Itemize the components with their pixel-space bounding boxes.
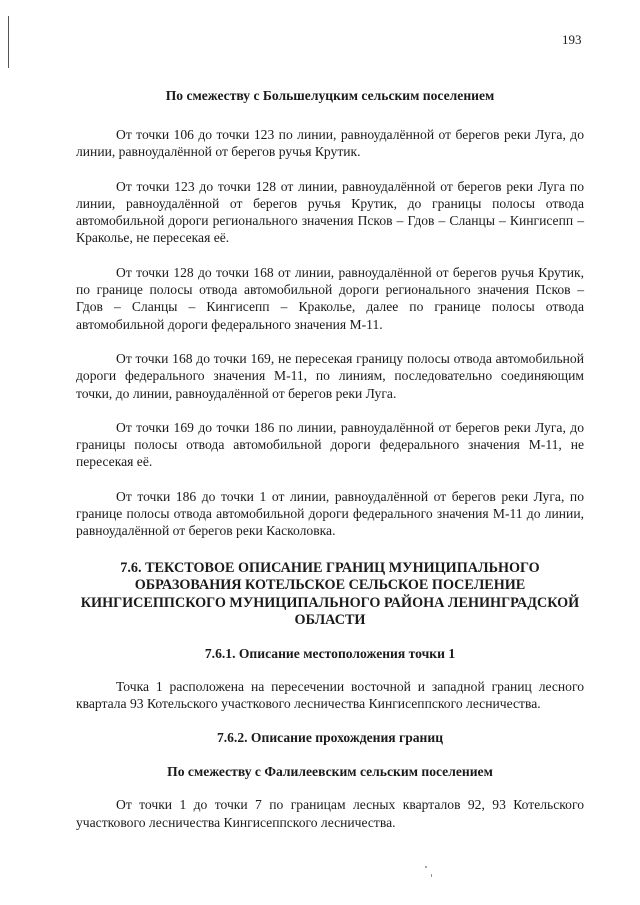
section-title: 7.6. ТЕКСТОВОЕ ОПИСАНИЕ ГРАНИЦ МУНИЦИПАЛЬНОГО ОБРАЗОВАНИЯ КОТЕЛЬСКОЕ СЕЛЬСКОЕ ПОСЕЛЕНИЕ КИНГИСЕППСКОГО МУНИЦИПАЛЬНОГО РАЙОНА ЛЕНИНГРАДСКОЙ ОБЛАСТИ [80, 559, 580, 629]
adjacency-heading-bolsheluck: По смежеству с Большелуцким сельским поселением [165, 88, 495, 103]
page-content [76, 88, 584, 831]
paragraph: От точки 128 до точки 168 от линии, равноудалённой от берегов ручья Крутик, по границе полосы отвода автомобильной дороги регионального значения Псков – Гдов – Сланцы – Кингисепп – Краколье, далее по границе полосы отвода автомобильной дороги федерального значения М-11. [76, 264, 584, 332]
subsection-title-2: 7.6.2. Описание прохождения границ [216, 730, 444, 746]
paragraph: От точки 186 до точки 1 от линии, равноудалённой от берегов реки Луга, по границе полосы отвода автомобильной дороги федерального значения М-11 до линии, равноудалённой от берегов реки Касколовка. [76, 488, 584, 539]
paragraph: От точки 168 до точки 169, не пересекая границу полосы отвода автомобильной дороги федерального значения М-11, по линиям, последовательно соединяющим точки, до линии, равноудалённой от берегов реки Луга. [76, 350, 584, 401]
scan-margin-line [8, 16, 9, 68]
subsection-1-text: Точка 1 расположена на пересечении восточной и западной границ лесного квартала 93 Котельского участкового лесничества Кингисеппского лесничества. [76, 678, 584, 711]
paragraph: От точки 169 до точки 186 по линии, равноудалённой от берегов реки Луга, до границы полосы отвода автомобильной дороги федерального значения М-11, не пересекая её. [76, 419, 584, 470]
scan-speck [425, 866, 427, 868]
paragraph: От точки 106 до точки 123 по линии, равноудалённой от берегов реки Луга, до линии, равноудалённой от берегов ручья Крутик. [76, 127, 584, 160]
adjacency-heading-falileev: По смежеству с Фалилеевским сельским поселением [167, 764, 493, 780]
subsection-title-1: 7.6.1. Описание местоположения точки 1 [204, 645, 456, 661]
page-number: 193 [562, 32, 582, 47]
scan-speck [431, 874, 432, 877]
paragraph: От точки 123 до точки 128 от линии, равноудалённой от берегов реки Луга по линии, равноудалённой от берегов ручья Крутик, до границы полосы отвода автомобильной дороги регионального значения Псков – Гдов – Сланцы – Кингисепп – Краколье, не пересекая её. [76, 178, 584, 246]
adjacency-text: От точки 1 до точки 7 по границам лесных кварталов 92, 93 Котельского участкового лесничества Кингисеппского лесничества. [76, 797, 584, 830]
